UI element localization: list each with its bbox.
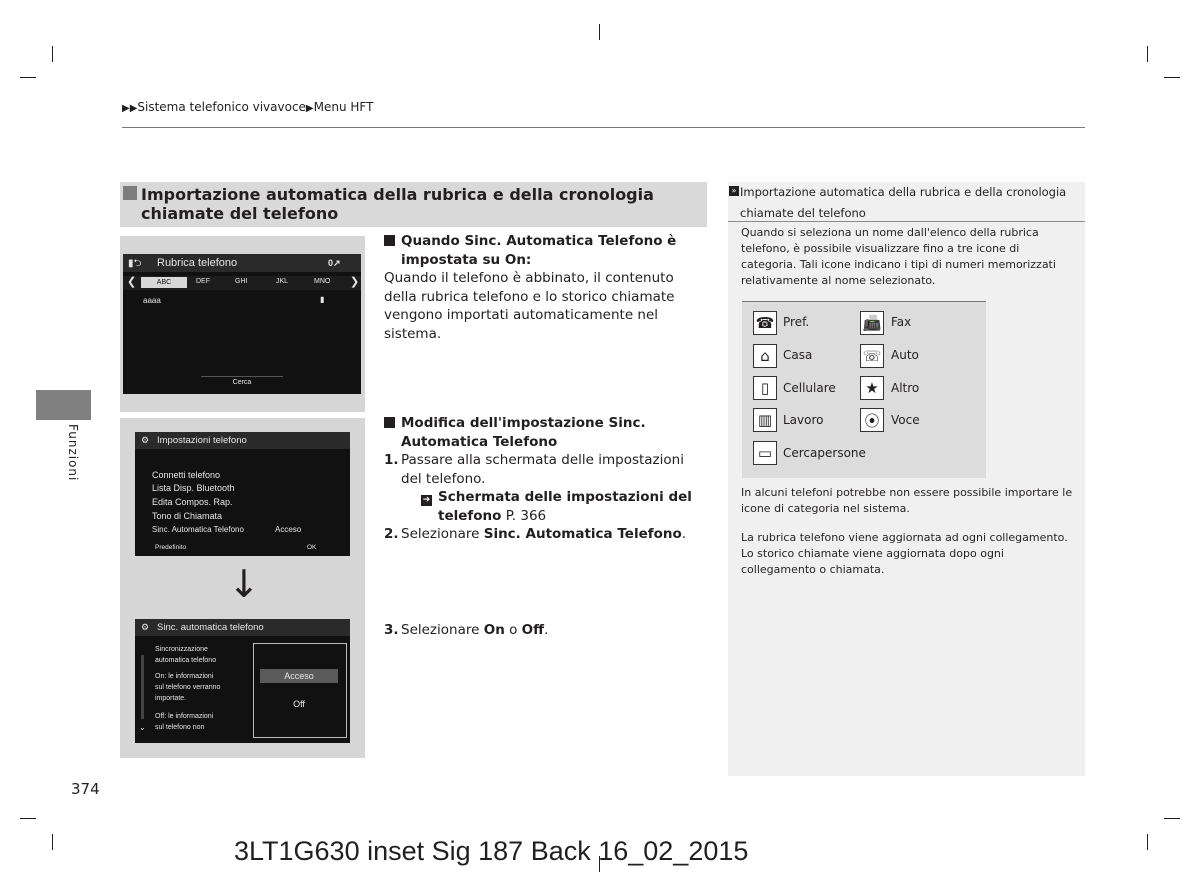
settings-title: Impostazioni telefono bbox=[157, 435, 247, 446]
crop-mark bbox=[52, 46, 53, 62]
auto-sync-desc: sul telefono non bbox=[155, 724, 205, 731]
step-3-on: On bbox=[483, 622, 505, 638]
auto-sync-title: Sinc. automatica telefono bbox=[157, 622, 264, 633]
icon-label: Fax bbox=[891, 315, 912, 329]
reference-link[interactable]: Schermata delle impostazioni del telefono bbox=[438, 489, 692, 524]
step-b-heading-text: Modifica dell'impostazione Sinc. Automatica Telefono bbox=[401, 415, 646, 450]
step-a bbox=[384, 232, 704, 343]
cross-reference bbox=[384, 488, 708, 525]
mobile-icon: ▯ bbox=[753, 376, 777, 400]
step-b bbox=[384, 414, 708, 544]
contact-entry[interactable]: aaaa bbox=[143, 296, 161, 305]
print-slug: 3LT1G630 inset Sig 187 Back 16_02_2015 bbox=[234, 836, 749, 866]
auto-sync-desc: automatica telefono bbox=[155, 657, 217, 664]
chevron-right-icon: ▶ bbox=[305, 103, 314, 114]
step-2-text bbox=[401, 525, 686, 544]
home-icon: ⌂ bbox=[753, 344, 777, 368]
side-note-header bbox=[728, 182, 1085, 222]
option-off-label: Off bbox=[293, 699, 305, 709]
auto-sync-desc: Sincronizzazione bbox=[155, 646, 208, 653]
breadcrumb-item: Sistema telefonico vivavoce bbox=[137, 100, 306, 114]
auto-sync-desc: Off: le informazioni bbox=[155, 713, 214, 720]
section-title: Importazione automatica della rubrica e della cronologia chiamate del telefono bbox=[141, 185, 654, 223]
screen-phone-settings bbox=[135, 432, 350, 556]
settings-item-speed-dial[interactable]: Edita Compos. Rap. bbox=[152, 497, 233, 507]
arrow-down-icon: ↓ bbox=[228, 562, 260, 606]
option-off[interactable] bbox=[260, 697, 338, 711]
scrollbar[interactable] bbox=[141, 655, 144, 719]
step-2 bbox=[384, 525, 708, 544]
step-3-mid: o bbox=[504, 622, 522, 638]
chapter-tab-label: Funzioni bbox=[66, 424, 80, 482]
gear-icon: ⚙ bbox=[141, 622, 150, 632]
side-note-paragraph: Quando si seleziona un nome dall'elenco della rubrica telefono, è possibile visualizzare fino a tre icone di categoria. Tali icone indicano i tipi di numeri memorizzati relativamente al nome selezionato. bbox=[741, 226, 1056, 287]
crop-mark bbox=[1147, 46, 1148, 62]
auto-sync-desc: importate. bbox=[155, 695, 187, 702]
mobile-icon: ▮ bbox=[320, 295, 325, 304]
chevron-right-icon: ▶▶ bbox=[122, 103, 138, 114]
step-1-text: Passare alla schermata delle impostazioni del telefono. bbox=[401, 452, 684, 487]
chevron-left-icon[interactable]: ❮ bbox=[127, 276, 137, 288]
icon-label: Cercapersone bbox=[783, 446, 866, 460]
screenshot-phonebook bbox=[120, 236, 365, 412]
screen-auto-sync bbox=[135, 619, 350, 743]
ok-button[interactable]: OK bbox=[307, 544, 317, 551]
option-panel bbox=[253, 643, 347, 738]
crop-mark bbox=[20, 818, 36, 819]
fax-icon: 📠 bbox=[860, 311, 884, 335]
search-label: Cerca bbox=[232, 379, 252, 386]
square-bullet-icon bbox=[384, 235, 395, 246]
auto-sync-desc: sul telefono verranno bbox=[155, 684, 221, 691]
icon-label: Lavoro bbox=[783, 413, 824, 427]
crop-mark bbox=[1147, 834, 1148, 850]
car-phone-icon: ☏ bbox=[860, 344, 884, 368]
side-note-paragraph: La rubrica telefono viene aggiornata ad ogni collegamento. Lo storico chiamate viene aggiornata dopo ogni collegamento o chiamata. bbox=[741, 531, 1068, 576]
step-b-heading bbox=[384, 414, 708, 451]
crop-mark bbox=[599, 24, 600, 40]
step-3 bbox=[384, 621, 704, 640]
reference-arrow-icon: ➔ bbox=[422, 495, 431, 505]
phonebook-title: Rubrica telefono bbox=[157, 257, 238, 269]
icon-label: Casa bbox=[783, 348, 813, 362]
crop-mark bbox=[52, 834, 53, 850]
tab-abc[interactable]: ABC bbox=[141, 277, 187, 288]
tab-def[interactable]: DEF bbox=[196, 278, 210, 285]
search-button[interactable] bbox=[201, 376, 283, 389]
icon-label: Auto bbox=[891, 348, 919, 362]
step-number: 2. bbox=[384, 526, 399, 542]
chapter-tab bbox=[36, 390, 91, 420]
screenshot-settings bbox=[120, 418, 365, 758]
step-number: 3. bbox=[384, 622, 399, 638]
option-on[interactable] bbox=[260, 669, 338, 683]
phonebook-badge: 0↗ bbox=[328, 258, 341, 268]
step-2-pre: Selezionare bbox=[401, 526, 484, 542]
tab-mno[interactable]: MNO bbox=[314, 278, 331, 285]
chevron-down-icon[interactable]: ⌄ bbox=[139, 723, 146, 732]
settings-item-ringtone[interactable]: Tono di Chiamata bbox=[152, 511, 223, 521]
gear-icon: ⚙ bbox=[141, 435, 150, 445]
pager-icon: ▭ bbox=[753, 441, 777, 465]
default-button[interactable]: Predefinito bbox=[155, 544, 187, 551]
screen-phonebook bbox=[123, 254, 361, 394]
option-on-label: Acceso bbox=[284, 671, 314, 681]
tab-ghi[interactable]: GHI bbox=[235, 278, 248, 285]
section-header bbox=[120, 182, 707, 227]
settings-item-connect[interactable]: Connetti telefono bbox=[152, 470, 221, 480]
step-3-off: Off bbox=[521, 622, 545, 638]
step-2-post: . bbox=[681, 526, 687, 542]
step-3-post: . bbox=[544, 622, 549, 638]
chevron-right-icon[interactable]: ❯ bbox=[350, 276, 360, 288]
star-icon: ★ bbox=[860, 376, 884, 400]
breadcrumb bbox=[122, 100, 373, 114]
icon-label: Voce bbox=[891, 413, 920, 427]
phone-icon: ☎ bbox=[753, 311, 777, 335]
phone-icon: ▮⮌ bbox=[128, 258, 142, 269]
breadcrumb-item: Menu HFT bbox=[313, 100, 374, 114]
step-3-pre: Selezionare bbox=[401, 622, 484, 638]
icon-label: Altro bbox=[891, 381, 920, 395]
step-a-heading bbox=[384, 232, 704, 269]
settings-item-bluetooth[interactable]: Lista Disp. Bluetooth bbox=[152, 483, 235, 493]
side-note-paragraph: In alcuni telefoni potrebbe non essere possibile importare le icone di categoria nel sistema. bbox=[741, 486, 1073, 515]
category-icons-table bbox=[742, 301, 986, 478]
crop-mark bbox=[1164, 77, 1180, 78]
reference-page: P. 366 bbox=[505, 507, 547, 524]
side-note-title: Importazione automatica della rubrica e della cronologia chiamate del telefono bbox=[740, 185, 1067, 220]
note-marker-icon: » bbox=[729, 186, 739, 196]
square-bullet-icon bbox=[123, 186, 137, 200]
step-3-text bbox=[401, 621, 548, 640]
step-number: 1. bbox=[384, 452, 399, 468]
auto-sync-value: Acceso bbox=[275, 525, 302, 534]
step-a-heading-text: Quando Sinc. Automatica Telefono è impostata su On: bbox=[401, 233, 677, 268]
tab-jkl[interactable]: JKL bbox=[276, 278, 289, 285]
step-2-bold: Sinc. Automatica Telefono bbox=[483, 526, 682, 542]
icon-label: Cellulare bbox=[783, 381, 836, 395]
step-a-text: Quando il telefono è abbinato, il contenuto della rubrica telefono e lo storico chiamate vengono importati automaticamente nel sistema. bbox=[384, 270, 675, 342]
crop-mark bbox=[20, 77, 36, 78]
crop-mark bbox=[1164, 818, 1180, 819]
divider bbox=[122, 127, 1085, 128]
square-bullet-icon bbox=[384, 417, 395, 428]
voice-icon: ⦿ bbox=[860, 408, 884, 432]
icon-label: Pref. bbox=[783, 315, 810, 329]
auto-sync-desc: On: le informazioni bbox=[155, 673, 214, 680]
settings-item-auto-sync[interactable]: Sinc. Automatica Telefono bbox=[152, 525, 244, 534]
step-1 bbox=[384, 451, 708, 488]
page-number: 374 bbox=[71, 780, 100, 798]
office-icon: ▥ bbox=[753, 408, 777, 432]
